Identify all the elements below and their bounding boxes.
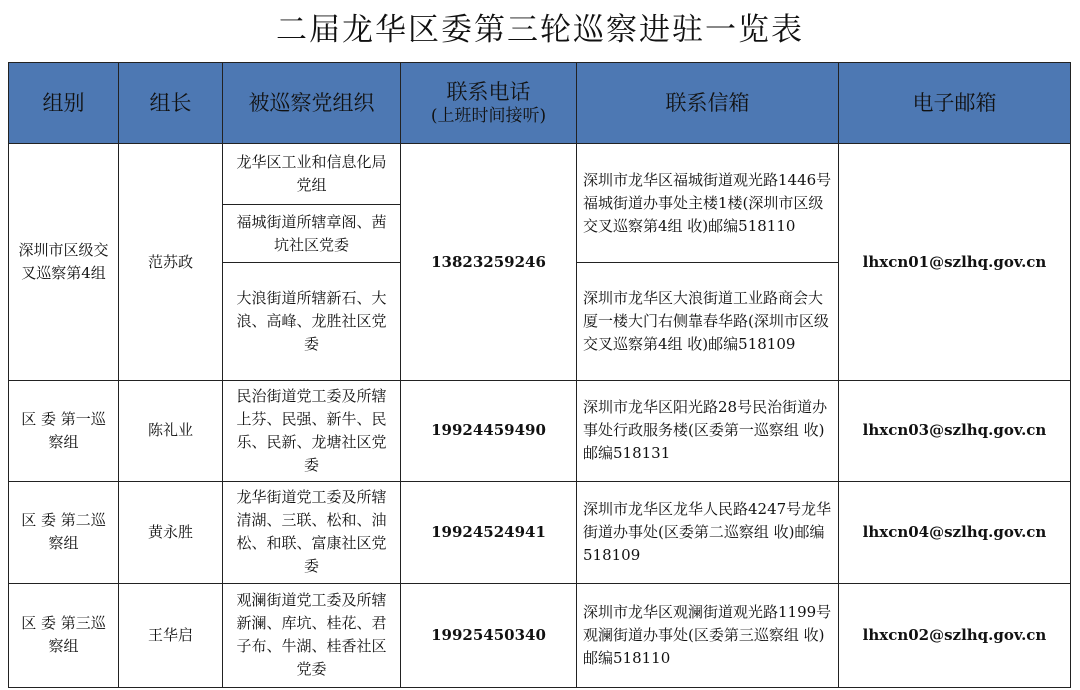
leader-cell: 黄永胜 xyxy=(119,481,223,583)
mailbox-cell: 深圳市龙华区福城街道观光路1446号福城街道办事处主楼1楼(深圳市区级交叉巡察第4组 收)邮编518110 xyxy=(577,144,839,263)
leader-cell: 王华启 xyxy=(119,583,223,687)
page-title: 二届龙华区委第三轮巡察进驻一览表 xyxy=(276,12,804,48)
org-cell: 民治街道党工委及所辖上芬、民强、新牛、民乐、民新、龙塘社区党委 xyxy=(223,381,401,481)
mailbox-cell: 深圳市龙华区观澜街道观光路1199号观澜街道办事处(区委第三巡察组 收)邮编518110 xyxy=(577,583,839,687)
group-cell: 区 委 第一巡察组 xyxy=(9,381,119,481)
mailbox-cell: 深圳市龙华区大浪街道工业路商会大厦一楼大门右侧靠春华路(深圳市区级交叉巡察第4组 收)邮编518109 xyxy=(577,263,839,381)
mailbox-cell: 深圳市龙华区阳光路28号民治街道办事处行政服务楼(区委第一巡察组 收)邮编518131 xyxy=(577,381,839,481)
table-row xyxy=(9,381,1071,481)
group-cell: 深圳市区级交叉巡察第4组 xyxy=(9,144,119,381)
email-cell: lhxcn01@szlhq.gov.cn xyxy=(839,144,1071,381)
phone-cell: 19925450340 xyxy=(401,583,577,687)
table-row xyxy=(9,583,1071,687)
email-cell: lhxcn04@szlhq.gov.cn xyxy=(839,481,1071,583)
email-cell: lhxcn03@szlhq.gov.cn xyxy=(839,381,1071,481)
group-cell: 区 委 第三巡察组 xyxy=(9,583,119,687)
org-cell: 龙华街道党工委及所辖清湖、三联、松和、油松、和联、富康社区党委 xyxy=(223,481,401,583)
header-leader: 组长 xyxy=(119,63,223,144)
group-cell: 区 委 第二巡察组 xyxy=(9,481,119,583)
header-phone-label: 联系电话 xyxy=(446,80,531,105)
org-cell: 福城街道所辖章阁、茜坑社区党委 xyxy=(223,205,401,263)
table-row xyxy=(9,144,1071,205)
phone-cell: 13823259246 xyxy=(401,144,577,381)
header-row xyxy=(9,63,1071,144)
header-org: 被巡察党组织 xyxy=(223,63,401,144)
mailbox-cell: 深圳市龙华区龙华人民路4247号龙华街道办事处(区委第二巡察组 收)邮编518109 xyxy=(577,481,839,583)
header-mailbox: 联系信箱 xyxy=(577,63,839,144)
header-phone xyxy=(401,63,577,144)
org-cell: 观澜街道党工委及所辖新澜、库坑、桂花、君子布、牛湖、桂香社区党委 xyxy=(223,583,401,687)
header-group: 组别 xyxy=(9,63,119,144)
header-phone-note: (上班时间接听) xyxy=(430,105,547,126)
leader-cell: 范苏政 xyxy=(119,144,223,381)
org-cell: 大浪街道所辖新石、大浪、高峰、龙胜社区党委 xyxy=(223,263,401,381)
phone-cell: 19924524941 xyxy=(401,481,577,583)
org-cell: 龙华区工业和信息化局党组 xyxy=(223,144,401,205)
phone-cell: 19924459490 xyxy=(401,381,577,481)
email-cell: lhxcn02@szlhq.gov.cn xyxy=(839,583,1071,687)
inspection-table xyxy=(8,62,1071,688)
table-row xyxy=(9,481,1071,583)
leader-cell: 陈礼业 xyxy=(119,381,223,481)
header-email: 电子邮箱 xyxy=(839,63,1071,144)
